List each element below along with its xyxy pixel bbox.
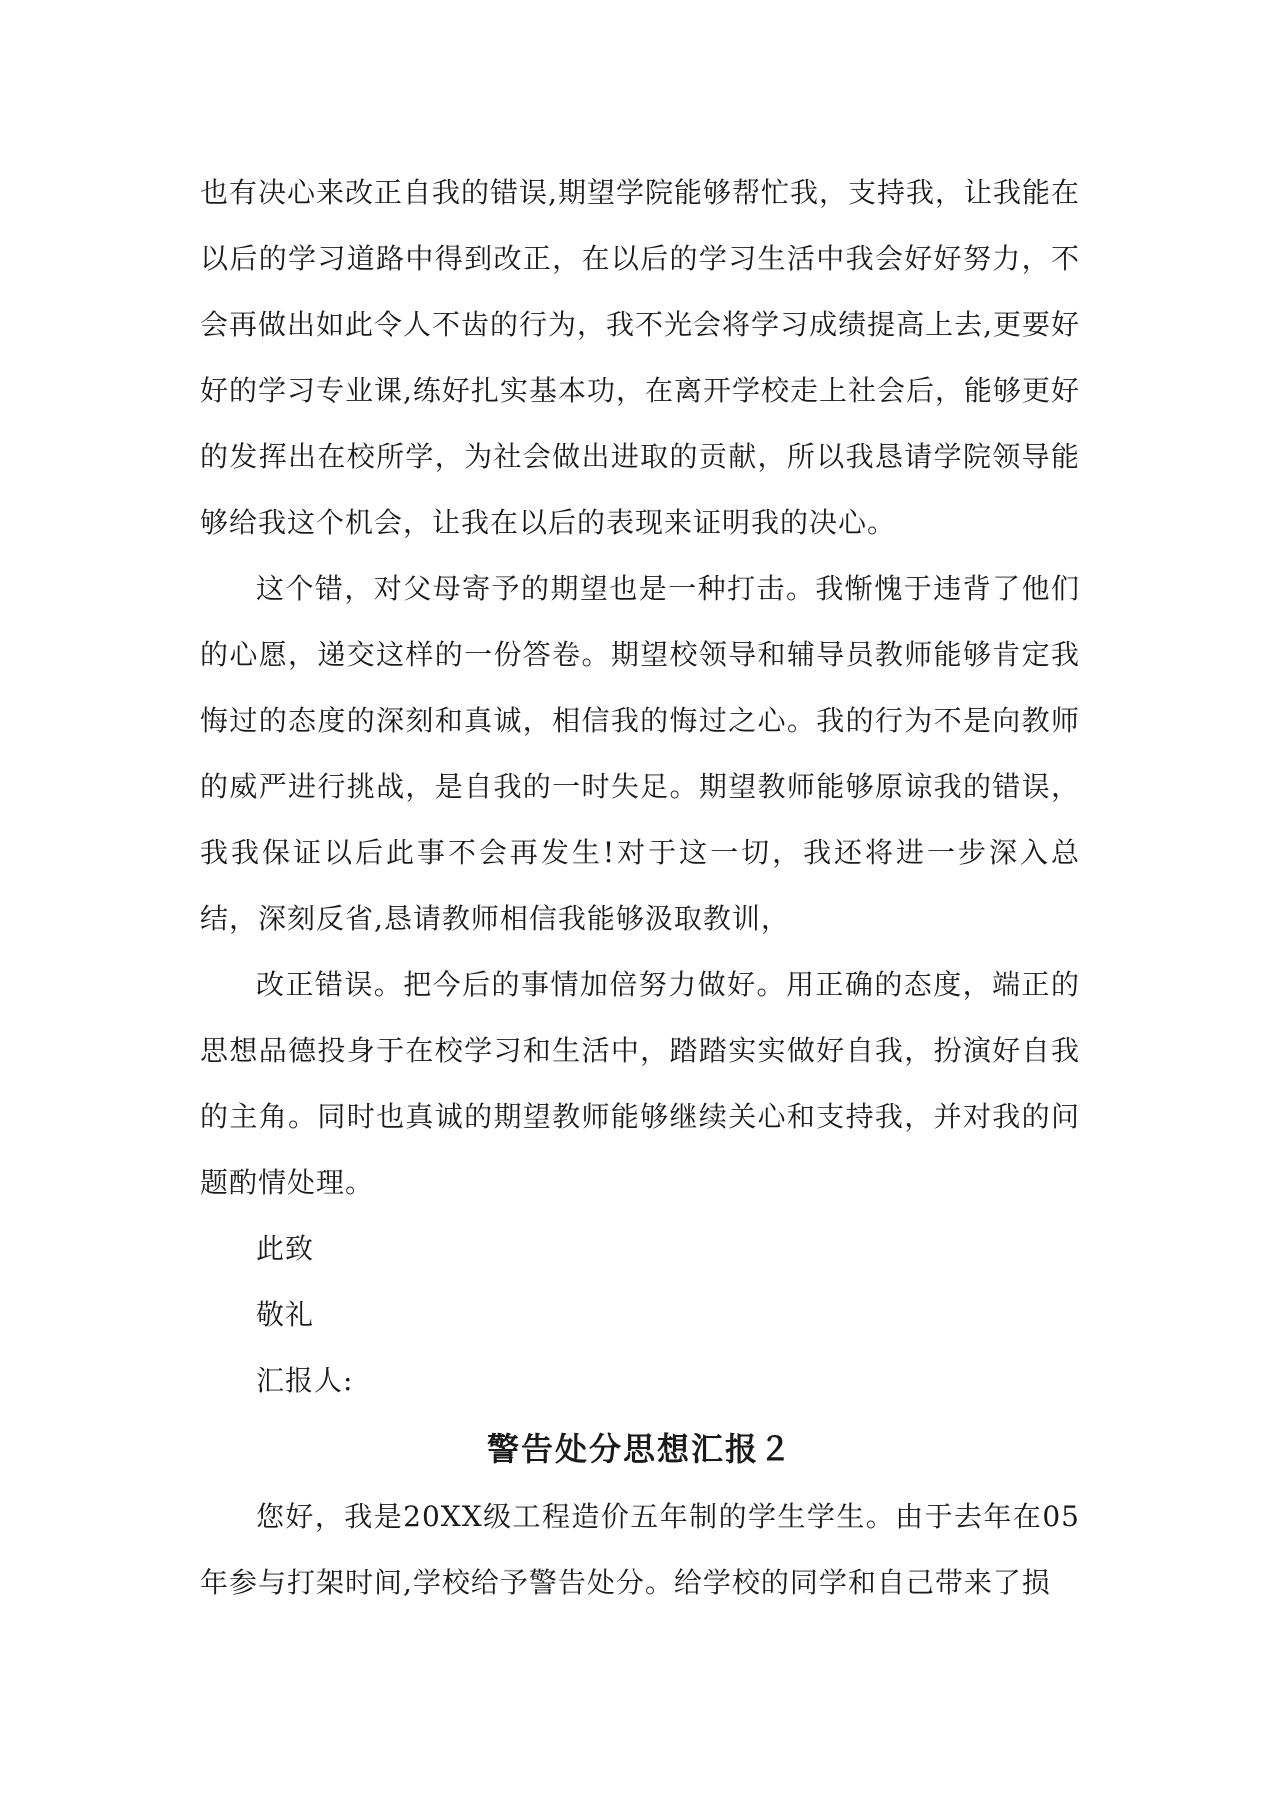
- paragraph-parents: 这个错，对父母寄予的期望也是一种打击。我惭愧于违背了他们的心愿，递交这样的一份答卷。期望校领导和辅导员教师能够肯定我悔过的态度的深刻和真诚，相信我的悔过之心。我的行为不是向教师的威严进行挑战，是自我的一时失足。期望教师能够原谅我的错误，我我保证以后此事不会再发生!对于这一切，我还将进一步深入总结，深刻反省,恳请教师相信我能够汲取教训，: [200, 572, 1080, 935]
- closing-salutation: 此致: [256, 1232, 315, 1265]
- paragraph-correction: 改正错误。把今后的事情加倍努力做好。用正确的态度，端正的思想品德投身于在校学习和生活中，踏踏实实做好自我，扮演好自我的主角。同时也真诚的期望教师能够继续关心和支持我，并对我的问题酌情处理。: [200, 968, 1080, 1199]
- paragraph-intro: 您好，我是20XX级工程造价五年制的学生学生。由于去年在05年参与打架时间,学校给予警告处分。给学校的同学和自己带来了损: [200, 1500, 1080, 1599]
- closing-regards: 敬礼: [256, 1298, 315, 1331]
- section-title: 警告处分思想汇报２: [486, 1430, 793, 1468]
- paragraph-resolve: 也有决心来改正自我的错误,期望学院能够帮忙我，支持我，让我能在以后的学习道路中得到改正，在以后的学习生活中我会好好努力，不会再做出如此令人不齿的行为，我不光会将学习成绩提高上去,更要好好的学习专业课,练好扎实基本功，在离开学校走上社会后，能够更好的发挥出在校所学，为社会做出进取的贡献，所以我恳请学院领导能够给我这个机会，让我在以后的表现来证明我的决心。: [200, 176, 1080, 539]
- document-page: [200, 160, 1080, 1616]
- signature-label: 汇报人:: [256, 1364, 354, 1397]
